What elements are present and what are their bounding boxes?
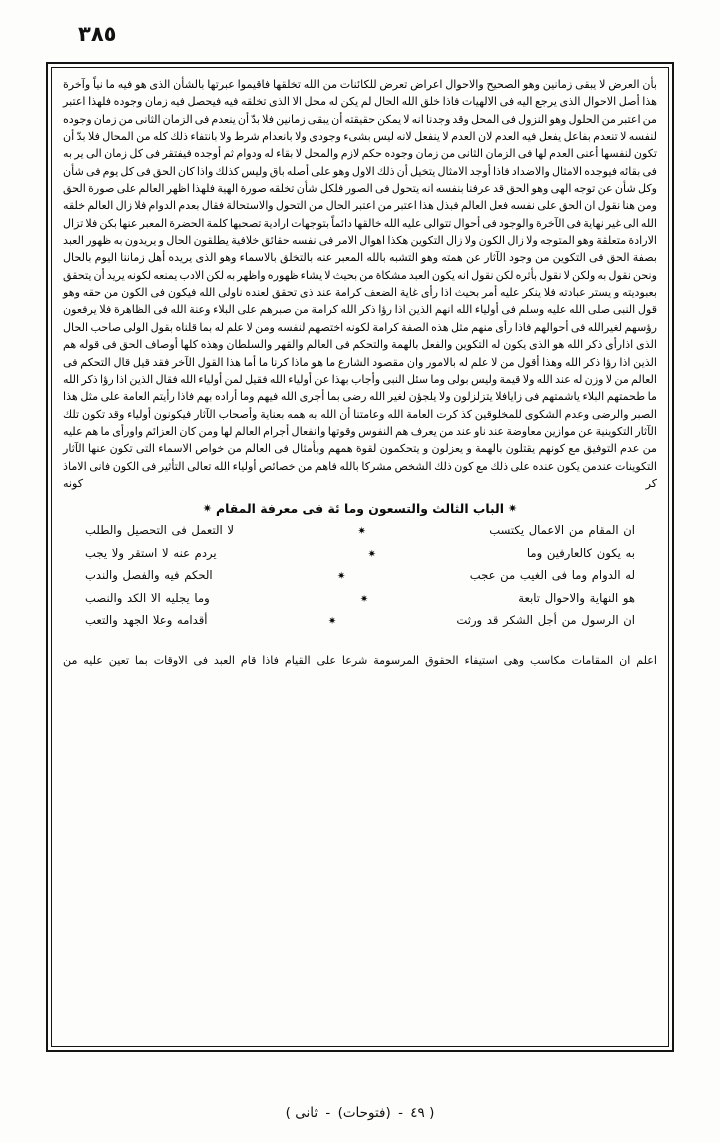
star-icon-separator: ✷ [367, 548, 376, 560]
star-icon-right: ✷ [202, 502, 213, 516]
footer-dash-2: - [325, 1105, 331, 1121]
chapter-heading-text: الباب الثالث والتسعون وما ئة فى معرفة المقام [216, 501, 504, 517]
star-icon-separator: ✷ [359, 593, 369, 605]
poem-hemistich-second: أقدامه وعلا الجهد والتعب [85, 613, 208, 628]
poem-hemistich-second: الحكم فيه والفصل والندب [85, 568, 213, 583]
poem-line [85, 565, 635, 588]
footer-dash-1: - [398, 1105, 403, 1121]
page-number: ٣٨٥ [78, 22, 117, 46]
text-frame [46, 62, 674, 1052]
footer-paren-right: ) [285, 1105, 291, 1121]
body-paragraph: بأن العرض لا يبقى زمانين وهو الصحيح والاحوال اعراض تعرض للكائنات من الله تخلقها فاقيموا عبرتها بالشأن الذى هو فيه ما نياً وآخرة هذا أصل الاحوال الذى يرجع اليه فى الالهيات فاذا خلق الله الحال لم يكن له محل الا الذى تخلقه فيه فيحصل فيه زمان وجوده فلهذا اعتبر من اعتبر من الحلول وهو النزول فى المحل وقد وجدنا انه لا يمكن حقيقته أن يبقى زمانين فلا بدّ أن ينعدم فى الزمان الثانى من زمان وجوده لنفسه لا تنعدم بفاعل يفعل فيه العدم لان العدم لا ينفعل لانه ليس بشىء وجودى ولا بانعدام شرط ولا بانتفاء ذلك كله من المحال فلا بدّ أن تكون لنفسها أعنى العدم لها فى الزمان الثانى من زمان وجوده حكم لازم والمحل لا بقاء له ودوام ثم أوجده فيفتقر فى كل زمان الى ير به فى بقائه فيوجده الامثال والاضداد فاذا أوجد الامثال يتخيل أن ذلك الاول وهو على أصله باق وليس كذلك واذا كان الحق فى كل يوم فى شأن وكل شأن عن توجه الهى وهو الحق قد عرفنا بنفسه انه يتحول فى الصور فلكل شأن تخلقه صورة الهية فلهذا اظهر العالم على صورة الحق ومن هنا نقول ان الحق على نفسه فعل العالم فبذل هذا اعتبر من اعتبر الحال من التحول والاستحالة فقال بعدم الدوام فلا زال العالم خلقه الله الى غير نهاية فى الآخرة والوجود فى أحوال تتوالى عليه الله خالقها دائماً بتوجهات ارادية تصحبها كلمة الحضرة المعبر عنها بكن فلا تزال الارادة متعلقة وهو المتوجه ولا زال الكون ولا زال التكوين هكذا اهوال الامر فى نفسه حقائق خلافية يطلقون الحال و يريدون به ظهور العبد بصفة الحق فى التكوين من وجود الآثار عن همته وهو التشبه بالله المعبر عنه بالتخلق بالاسماء وهو الذى يريده أهل زماننا اليوم بالحال ونحن نقول به ولكن لا نقول بأثره لكن نقول انه يكون العبد مشكاة من بحيث لا يشاء ظهوره واظهر به لكن الادب يمنعه لكونه يريد أن يتحقق بعبوديته و يستر عبادته فلا ينكر عليه أمر بحيث اذا رأى غاية الضعف كرامة عند ذى تحقق لعنده ناولى الله فيكون فى الكون من حقه وهو قول النبى صلى الله عليه وسلم فى أولياء الله انهم الذين اذا رؤا ذكر الله كرامة من صبرهم على البلاء وعنة الله فى الظاهرة فلا يرفعون رؤسهم لغيرالله فى أحوالهم فاذا رأى منهم مثل هذه الصفة كرامة لكونه اختصهم لنفسه ومن لا علم له بما قلناه بقول الولى صاحب الحال الذى اذارأى ذكر الله هو الذى يكون له التكوين والفعل بالهمة والتحكم فى العالم والقهر والسلطان وهذه كلها أوصاف الحق فى قوله هم الذين اذا رؤا ذكر الله وهذا أقول من لا علم له بالامور وان مقصود الشارع ما هو ماذا كرنا ما أما هذا القول الآخر فقد قيل قال التحكم فى العالم من لا وزن له عند الله ولا قيمة وليس بولى وما سئل النبى وأجاب بهذا عن أولياء الله فقيل لمن أولياء الله فقال الذين اذا رؤا ذكر الله ما طحمتهم البلاء ياشمتهم فى زايافلا يتزلزلون ولا يلجؤن لغير الله رضى بما أجرى الله فيهم وما أراده بهم فاذا رأيتم العامة على مثل هذا الصبر والرضى وعدم الشكوى للمخلوقين كذ كرت العامة الله وعامتنا أن الله به همه بعناية وأصحاب الآثار فيكونون أولياء وقد تكون تلك الآثار التكوينية عن موازين معاوضة عند ناو عند من يعرف هم النفوس وقوتها وانفعال أجرام العالم لها ومن كان العزائم واورأى ما هم عليه من عدم التوفيق مع كونهم يقتلون بالهمة و يعزلون و يتحكمون لقوة همهم وبأمثال فى العالم من خواص الاسماء التى تكون عنها الآثار التكوينات عندمن يكون عنده على ذلك مع كون ذلك الشخص مشركا بالله فاهم من خصائص أولياء الله تعالى التأثير فى الكون فانى الاماذ كر كونه [63, 78, 657, 490]
closing-text: اعلم ان المقامات مكاسب وهى استيفاء الحقوق المرسومة شرعا على القيام فاذا قام العبد فى الاوقات بما تعين عليه من [63, 653, 657, 667]
chapter-heading [57, 501, 663, 516]
poem-hemistich-first: ان الرسول من أجل الشكر قد ورثت [456, 613, 635, 628]
poem-line [85, 520, 635, 543]
star-icon-separator: ✷ [327, 616, 336, 628]
footer-paren-left: ( [429, 1105, 435, 1121]
poem-hemistich-first: به يكون كالعارفين وما [526, 545, 635, 560]
poem-hemistich-second: لا التعمل فى التحصيل والطلب [85, 523, 235, 538]
poem-hemistich-second: يردم عنه لا استقر ولا يجب [85, 545, 217, 560]
closing-paragraph [57, 639, 663, 670]
poem-hemistich-first: له الدوام وما فى الغيب من عجب [469, 568, 635, 583]
poem-line [85, 588, 635, 611]
poem-hemistich-first: ان المقام من الاعمال يكتسب [489, 523, 635, 538]
poem-block [57, 520, 663, 633]
star-icon-separator: ✷ [357, 526, 366, 538]
poem-hemistich-first: هو النهاية والاحوال تابعة [518, 590, 635, 605]
page-footer [0, 1105, 720, 1121]
poem-line [85, 543, 635, 566]
poem-hemistich-second: وما يجليه الا الكد والنصب [85, 590, 210, 605]
main-body-text [57, 74, 663, 492]
footer-signature-number: ٤٩ [410, 1105, 425, 1121]
poem-line [85, 610, 635, 633]
star-icon-separator: ✷ [337, 571, 346, 583]
footer-volume-label: (فتوحات) [337, 1105, 391, 1121]
star-icon-left: ✷ [507, 502, 518, 516]
footer-part-label: ثانى [295, 1105, 319, 1121]
